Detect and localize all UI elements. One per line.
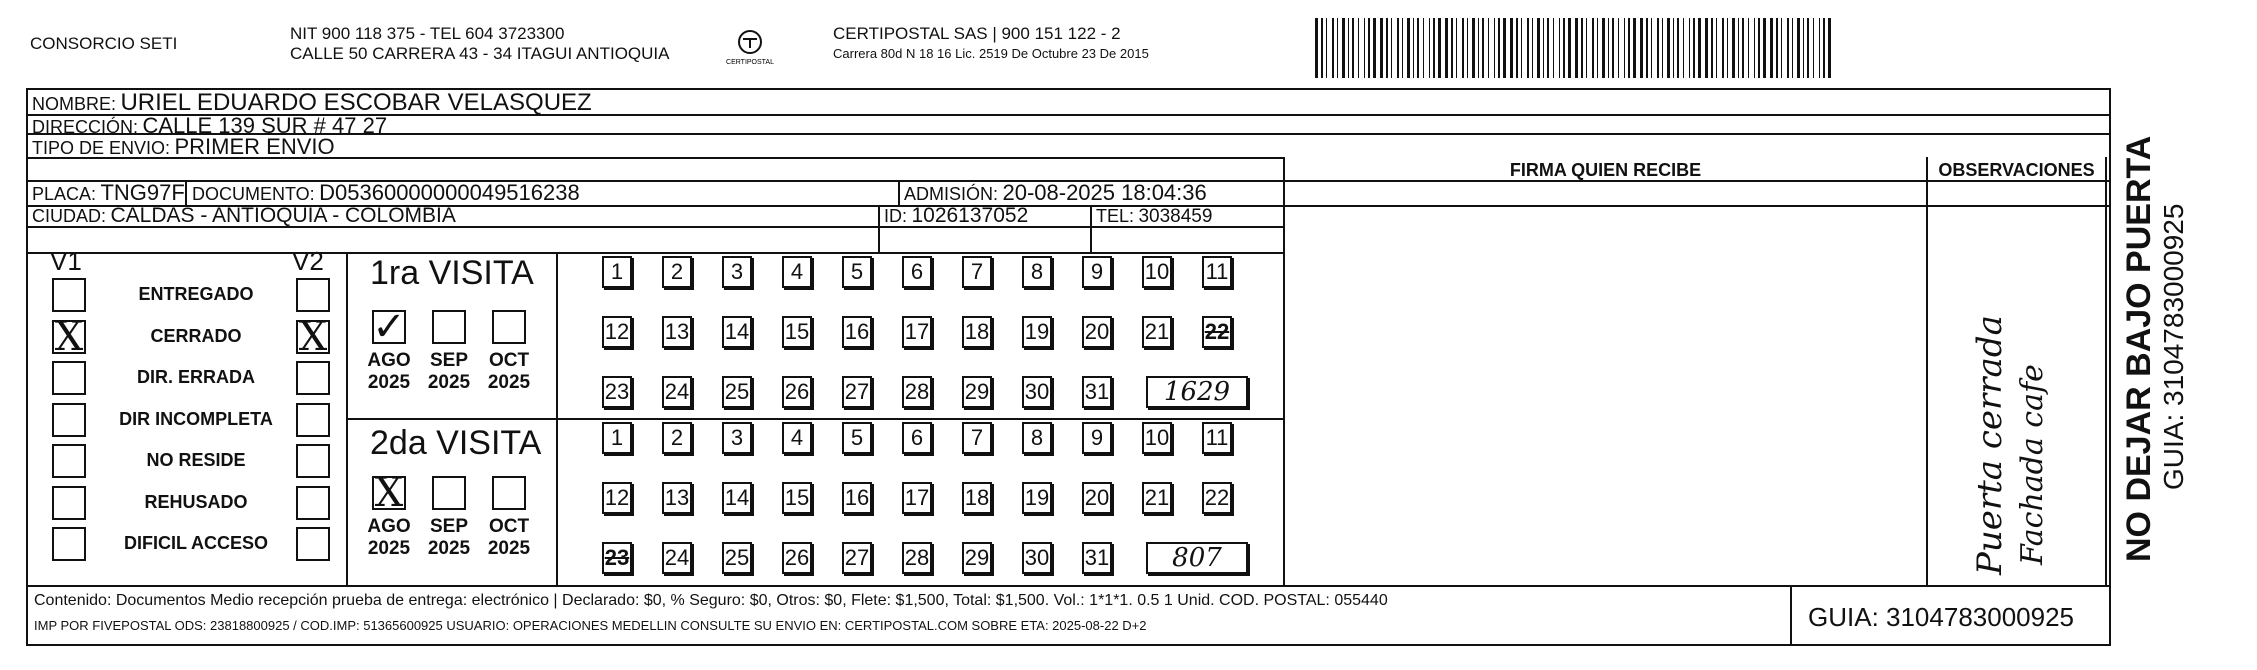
year-label: 2025	[487, 538, 531, 559]
direccion-label: DIRECCIÓN:	[32, 117, 139, 137]
barcode-bar	[1612, 18, 1614, 78]
tipo-value: PRIMER ENVIO	[174, 134, 335, 159]
barcode-bar	[1386, 18, 1388, 78]
tel-row	[1096, 205, 1212, 229]
tel-label: TEL:	[1096, 206, 1135, 226]
status-v1-checkbox[interactable]	[52, 527, 86, 561]
status-v2-checkbox[interactable]	[296, 486, 330, 520]
imp-line: IMP POR FIVEPOSTAL ODS: 23818800925 / COD.IMP: 51365600925 USUARIO: OPERACIONES MEDELLIN CONSULTE SU ENVIO EN: CERTIPOSTAL.COM SOBRE ETA: 2025-08-22 D+2	[34, 618, 1147, 633]
barcode-bar	[1482, 18, 1484, 78]
barcode-bar	[1417, 18, 1419, 78]
barcode-bar	[1532, 18, 1533, 78]
barcode-bar	[1402, 18, 1403, 78]
day-box[interactable]: 26	[782, 542, 812, 574]
barcode-bar	[1315, 18, 1318, 78]
day-box[interactable]: 21	[1142, 482, 1172, 514]
barcode-bar	[1321, 18, 1323, 78]
barcode-bar	[1438, 18, 1441, 78]
firma-header: FIRMA QUIEN RECIBE	[1509, 160, 1702, 180]
barcode-bar	[1624, 18, 1625, 78]
day-box[interactable]: 9	[1082, 422, 1112, 454]
status-v1-checkbox[interactable]	[52, 403, 86, 437]
barcode-bar	[1628, 18, 1630, 78]
placa-label: PLACA:	[32, 184, 97, 204]
day-box[interactable]: 10	[1142, 422, 1172, 454]
nombre-label: NOMBRE:	[32, 94, 117, 114]
status-v1-checkbox[interactable]	[52, 486, 86, 520]
status-v1-checkbox[interactable]	[52, 313, 86, 360]
status-label: DIR INCOMPLETA	[119, 408, 273, 429]
year-label: 2025	[487, 372, 531, 393]
barcode-bar	[1797, 18, 1800, 78]
status-label: DIFICIL ACCESO	[123, 533, 268, 553]
barcode	[1315, 18, 1835, 78]
barcode-bar	[1807, 18, 1809, 78]
barcode-bar	[1618, 18, 1619, 78]
admision-label: ADMISIÓN:	[904, 184, 999, 204]
barcode-bar	[1413, 18, 1414, 78]
month-mark: X	[374, 470, 404, 516]
status-label: DIR. ERRADA	[136, 367, 255, 387]
day-box[interactable]: 27	[842, 542, 872, 574]
status-label: CERRADO	[150, 325, 242, 346]
status-v2-checkbox[interactable]	[296, 444, 330, 478]
day-box[interactable]: 7	[962, 256, 992, 288]
month-label: SEP	[429, 350, 469, 371]
month-label: OCT	[488, 516, 530, 537]
day-box[interactable]: 6	[902, 256, 932, 288]
address-line: CALLE 50 CARRERA 43 - 34 ITAGUI ANTIOQUIA	[290, 44, 670, 63]
license-line: Carrera 80d N 18 16 Lic. 2519 De Octubre 23 De 2015	[833, 46, 1149, 61]
day-box[interactable]: 25	[722, 376, 752, 408]
certipostal-line: CERTIPOSTAL SAS | 900 151 122 - 2	[833, 24, 1121, 43]
no-dejar-bajo-puerta: NO DEJAR BAJO PUERTA	[2120, 135, 2158, 562]
hour-box[interactable]: 1629	[1146, 376, 1248, 408]
barcode-bar	[1380, 18, 1383, 78]
ciudad-label: CIUDAD:	[32, 206, 107, 226]
visit2-title: 2da VISITA	[370, 424, 542, 462]
tel-value: 3038459	[1138, 206, 1213, 227]
month-mark: ✓	[372, 304, 406, 350]
barcode-bar	[1352, 18, 1354, 78]
barcode-bar	[1711, 18, 1713, 78]
status-v1-checkbox[interactable]	[52, 361, 86, 395]
month-label: SEP	[429, 516, 469, 537]
barcode-bar	[1488, 18, 1489, 78]
ciudad-value: CALDAS - ANTIOQUIA - COLOMBIA	[110, 204, 456, 227]
barcode-bar	[1373, 18, 1376, 78]
barcode-bar	[1581, 18, 1583, 78]
barcode-bar	[1547, 18, 1549, 78]
barcode-bar	[1592, 18, 1594, 78]
day-box[interactable]: 21	[1142, 316, 1172, 348]
barcode-bar	[1787, 18, 1789, 78]
barcode-bar	[1364, 18, 1365, 78]
day-box[interactable]: 11	[1202, 422, 1232, 454]
barcode-bar	[1467, 18, 1468, 78]
barcode-bar	[1397, 18, 1399, 78]
day-box[interactable]: 1	[602, 256, 632, 288]
barcode-bar	[1559, 18, 1560, 78]
status-v1-checkbox[interactable]	[52, 444, 86, 478]
barcode-bar	[1662, 18, 1663, 78]
day-box[interactable]: 20	[1082, 482, 1112, 514]
side-guia: GUIA: 3104783000925	[2158, 203, 2189, 490]
day-box[interactable]: 29	[962, 542, 992, 574]
barcode-bar	[1563, 18, 1565, 78]
year-label: 2025	[367, 538, 411, 559]
barcode-bar	[1602, 18, 1605, 78]
status-label: REHUSADO	[144, 491, 248, 512]
barcode-bar	[1689, 18, 1690, 78]
day-box[interactable]: 1	[602, 422, 632, 454]
barcode-bar	[1748, 18, 1749, 78]
status-v1-checkbox[interactable]	[52, 278, 86, 312]
barcode-bar	[1568, 18, 1571, 78]
barcode-bar	[1828, 18, 1831, 78]
documento-label: DOCUMENTO:	[192, 184, 315, 204]
day-box[interactable]: 26	[782, 376, 812, 408]
day-box[interactable]: 8	[1022, 256, 1052, 288]
day-box[interactable]: 12	[602, 482, 632, 514]
status-label: NO RESIDE	[146, 450, 246, 470]
direccion-value: CALLE 139 SUR # 47 27	[142, 113, 388, 138]
day-box[interactable]: 16	[842, 316, 872, 348]
id-label: ID:	[884, 206, 908, 226]
barcode-bar	[1348, 18, 1349, 78]
day-box[interactable]: 31	[1082, 376, 1112, 408]
day-box[interactable]: 11	[1202, 256, 1232, 288]
day-box[interactable]: 22	[1202, 316, 1232, 348]
barcode-bar	[1727, 18, 1728, 78]
day-box[interactable]: 14	[722, 316, 752, 348]
barcode-bar	[1705, 18, 1708, 78]
ciudad-row	[32, 205, 456, 229]
day-box[interactable]: 4	[782, 256, 812, 288]
barcode-bar	[1646, 18, 1648, 78]
barcode-bar	[1498, 18, 1500, 78]
day-box[interactable]: 5	[842, 422, 872, 454]
nit-line: NIT 900 118 375 - TEL 604 3723300	[290, 24, 565, 43]
month-checkbox[interactable]	[492, 310, 526, 344]
id-row	[884, 205, 1028, 229]
day-box[interactable]: 12	[602, 316, 632, 348]
barcode-bar	[1698, 18, 1701, 78]
barcode-bar	[1456, 18, 1457, 78]
barcode-bar	[1716, 18, 1717, 78]
day-box[interactable]: 6	[902, 422, 932, 454]
day-box[interactable]: 22	[1202, 482, 1232, 514]
day-box[interactable]: 7	[962, 422, 992, 454]
day-box[interactable]: 17	[902, 316, 932, 348]
visit1-title: 1ra VISITA	[370, 254, 534, 292]
contenido-line: Contenido: Documentos Medio recepción prueba de entrega: electrónico | Declarado: $0, % Seguro: $0, Otros: $0, Flete: $1,500, Total: $1,500. Vol.: 1*1*1. 0.5 1 Unid. COD. POSTAL: 055440	[34, 592, 1388, 609]
company-name: CONSORCIO SETI	[30, 34, 178, 53]
day-box[interactable]: 16	[842, 482, 872, 514]
day-box[interactable]: 28	[902, 542, 932, 574]
barcode-bar	[1754, 18, 1755, 78]
barcode-bar	[1763, 18, 1766, 78]
day-box[interactable]: 3	[722, 256, 752, 288]
barcode-bar	[1332, 18, 1334, 78]
day-box[interactable]: 5	[842, 256, 872, 288]
month-checkbox[interactable]	[432, 476, 466, 510]
barcode-bar	[1494, 18, 1495, 78]
barcode-bar	[1451, 18, 1453, 78]
tipo-row	[32, 134, 335, 160]
day-box[interactable]: 8	[1022, 422, 1052, 454]
year-label: 2025	[427, 538, 471, 559]
status-v2-checkbox[interactable]	[296, 361, 330, 395]
status-v2-checkbox[interactable]	[296, 527, 330, 561]
day-box[interactable]: 13	[662, 316, 692, 348]
barcode-bar	[1597, 18, 1598, 78]
barcode-bar	[1608, 18, 1609, 78]
barcode-bar	[1407, 18, 1410, 78]
barcode-bar	[1326, 18, 1327, 78]
barcode-bar	[1537, 18, 1540, 78]
barcode-bar	[1391, 18, 1392, 78]
day-box[interactable]: 24	[662, 376, 692, 408]
day-box[interactable]: 18	[962, 482, 992, 514]
barcode-bar	[1586, 18, 1587, 78]
day-box[interactable]: 14	[722, 482, 752, 514]
status-v2-checkbox[interactable]	[296, 403, 330, 437]
placa-value: TNG97F	[100, 180, 185, 205]
barcode-bar	[1633, 18, 1636, 78]
day-box[interactable]: 10	[1142, 256, 1172, 288]
admision-value: 20-08-2025 18:04:36	[1002, 180, 1207, 205]
barcode-bar	[1429, 18, 1430, 78]
barcode-bar	[1776, 18, 1778, 78]
day-box[interactable]: 25	[722, 542, 752, 574]
day-box[interactable]: 24	[662, 542, 692, 574]
barcode-bar	[1478, 18, 1479, 78]
barcode-bar	[1527, 18, 1529, 78]
observacion-line2: Fachada cafe	[2015, 364, 2050, 565]
month-label: OCT	[488, 350, 530, 371]
barcode-bar	[1742, 18, 1744, 78]
day-box[interactable]: 19	[1022, 316, 1052, 348]
barcode-bar	[1738, 18, 1739, 78]
day-box[interactable]: 19	[1022, 482, 1052, 514]
barcode-bar	[1823, 18, 1825, 78]
barcode-bar	[1693, 18, 1695, 78]
barcode-bar	[1819, 18, 1820, 78]
barcode-bar	[1368, 18, 1370, 78]
tipo-label: TIPO DE ENVIO:	[32, 138, 171, 158]
barcode-bar	[1758, 18, 1760, 78]
barcode-bar	[1553, 18, 1554, 78]
barcode-bar	[1683, 18, 1684, 78]
barcode-bar	[1521, 18, 1522, 78]
status-v2-checkbox[interactable]	[296, 278, 330, 312]
day-box[interactable]: 15	[782, 316, 812, 348]
status-label: ENTREGADO	[138, 284, 254, 304]
month-checkbox[interactable]	[372, 304, 406, 350]
barcode-bar	[1657, 18, 1659, 78]
barcode-bar	[1677, 18, 1679, 78]
barcode-bar	[1651, 18, 1652, 78]
certipostal-logo	[726, 28, 774, 66]
day-box[interactable]: 31	[1082, 542, 1112, 574]
v1-header: V1	[50, 246, 82, 276]
barcode-bar	[1673, 18, 1674, 78]
day-box[interactable]: 4	[782, 422, 812, 454]
barcode-bar	[1342, 18, 1345, 78]
month-label: AGO	[367, 350, 411, 371]
barcode-bar	[1433, 18, 1435, 78]
year-label: 2025	[427, 372, 471, 393]
barcode-bar	[1472, 18, 1475, 78]
barcode-bar	[1445, 18, 1448, 78]
day-box[interactable]: 30	[1022, 542, 1052, 574]
barcode-bar	[1516, 18, 1518, 78]
barcode-bar	[1667, 18, 1670, 78]
svg-text:CERTIPOSTAL: CERTIPOSTAL	[726, 59, 774, 66]
barcode-bar	[1543, 18, 1544, 78]
day-box[interactable]: 2	[662, 256, 692, 288]
observaciones-header: OBSERVACIONES	[1938, 160, 2095, 180]
day-box[interactable]: 30	[1022, 376, 1052, 408]
day-box[interactable]: 3	[722, 422, 752, 454]
status-v1-mark: X	[54, 313, 84, 360]
footer-guia: GUIA: 3104783000925	[1808, 602, 2074, 632]
day-box[interactable]: 2	[662, 422, 692, 454]
day-box[interactable]: 29	[962, 376, 992, 408]
barcode-bar	[1462, 18, 1464, 78]
day-box[interactable]: 9	[1082, 256, 1112, 288]
day-box[interactable]: 23	[602, 542, 632, 574]
month-checkbox[interactable]	[432, 310, 466, 344]
barcode-bar	[1337, 18, 1338, 78]
day-box[interactable]: 17	[902, 482, 932, 514]
status-v2-mark: X	[298, 313, 328, 360]
barcode-bar	[1803, 18, 1804, 78]
day-box[interactable]: 28	[902, 376, 932, 408]
barcode-bar	[1792, 18, 1793, 78]
barcode-bar	[1813, 18, 1814, 78]
month-checkbox[interactable]	[492, 476, 526, 510]
barcode-bar	[1358, 18, 1359, 78]
id-value: 1026137052	[911, 204, 1029, 227]
hour-box[interactable]: 807	[1146, 542, 1248, 574]
barcode-bar	[1503, 18, 1506, 78]
barcode-bar	[1770, 18, 1773, 78]
day-box[interactable]: 13	[662, 482, 692, 514]
barcode-bar	[1781, 18, 1782, 78]
observacion-line1: Puerta cerrada	[1970, 315, 2010, 575]
nombre-value: URIEL EDUARDO ESCOBAR VELASQUEZ	[120, 89, 592, 116]
barcode-bar	[1640, 18, 1643, 78]
barcode-bar	[1732, 18, 1735, 78]
documento-value: D05360000000049516238	[319, 180, 580, 205]
v2-header: V2	[292, 246, 324, 276]
year-label: 2025	[367, 372, 411, 393]
barcode-bar	[1510, 18, 1513, 78]
day-box[interactable]: 18	[962, 316, 992, 348]
day-box[interactable]: 15	[782, 482, 812, 514]
month-checkbox[interactable]	[372, 470, 406, 516]
barcode-bar	[1722, 18, 1724, 78]
status-v2-checkbox[interactable]	[296, 313, 330, 360]
barcode-bar	[1423, 18, 1424, 78]
day-box[interactable]: 27	[842, 376, 872, 408]
barcode-bar	[1575, 18, 1578, 78]
day-box[interactable]: 20	[1082, 316, 1112, 348]
month-label: AGO	[367, 516, 411, 537]
day-box[interactable]: 23	[602, 376, 632, 408]
